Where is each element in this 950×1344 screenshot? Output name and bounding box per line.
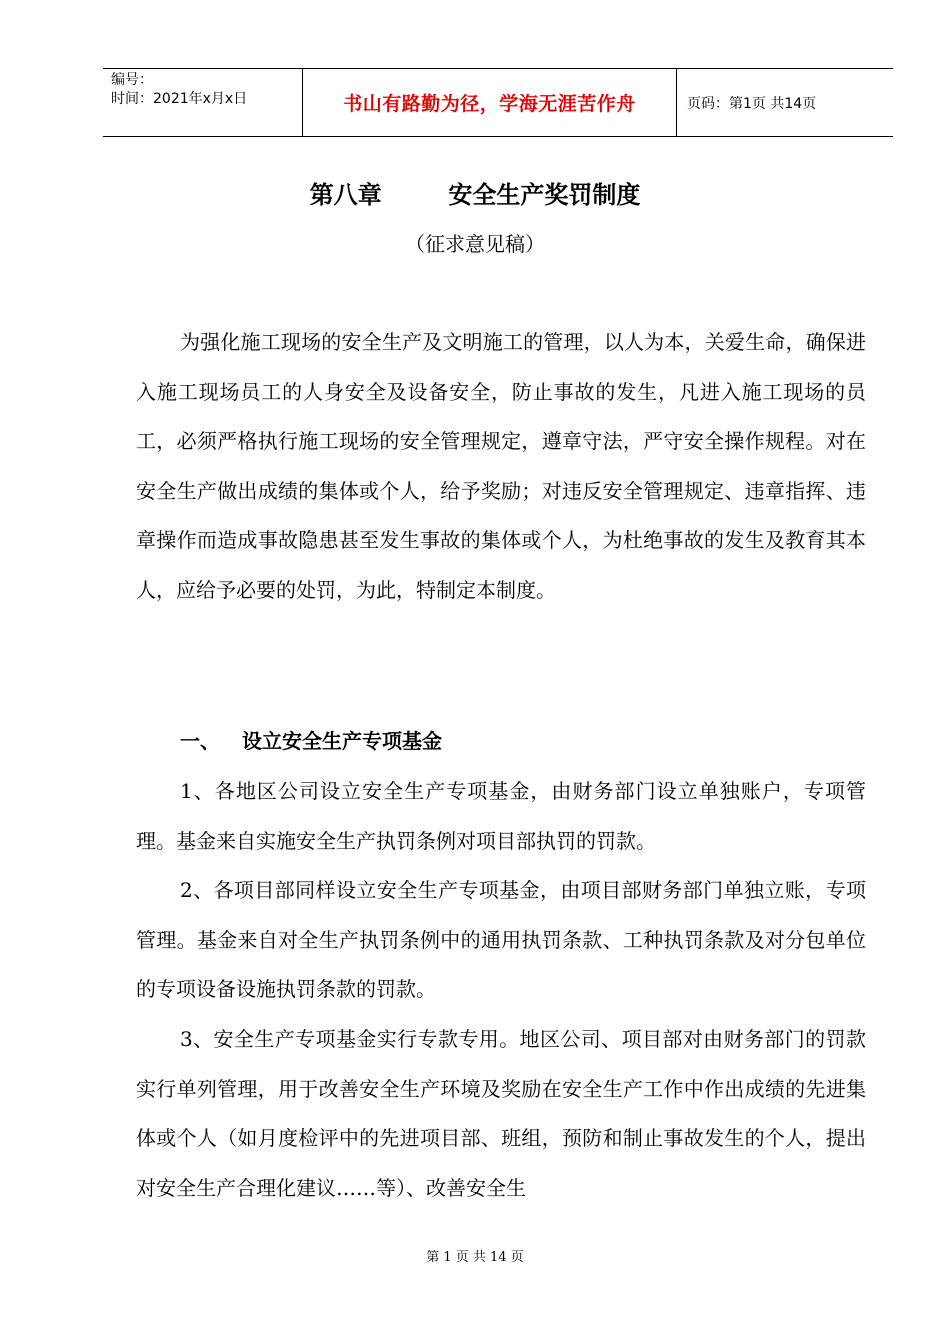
section-paragraph-2: 2、各项目部同样设立安全生产专项基金，由项目部财务部门单独立账，专项管理。基金来自对全生产执罚条例中的通用执罚条款、工种执罚条款及对分包单位的专项设备设施执罚条款的罚款。 — [136, 878, 866, 1001]
section-paragraph-3: 3、安全生产专项基金实行专款专用。地区公司、项目部对由财务部门的罚款实行单列管理，用于改善安全生产环境及奖励在安全生产工作中作出成绩的先进集体或个人（如月度检评中的先进项目部、班组，预防和制止事故发生的个人，提出对安全生产合理化建议……等）、改善安全生 — [136, 1027, 866, 1200]
section-number: 一、 — [180, 729, 220, 753]
chapter-title: 第八章 安全生产奖罚制度 — [309, 181, 641, 209]
header-motto: 书山有路勤为径，学海无涯苦作舟 — [303, 69, 677, 136]
section-title: 设立安全生产专项基金 — [242, 729, 442, 753]
section-paragraph-1: 1、各地区公司设立安全生产专项基金，由财务部门设立单独账户，专项管理。基金来自实施安全生产执罚条例对项目部执罚的罚款。 — [136, 779, 866, 853]
section-heading — [180, 725, 442, 754]
number-label: 编号： — [111, 72, 153, 88]
chapter-subtitle: （征求意见稿） — [405, 232, 545, 256]
header-page-info: 页码：第1页 共14页 — [687, 95, 817, 112]
page-footer: 第 1 页 共 14 页 — [426, 1250, 524, 1265]
intro-paragraph: 为强化施工现场的安全生产及文明施工的管理，以人为本，关爱生命，确保进入施工现场员工的人身安全及设备安全，防止事故的发生，凡进入施工现场的员工，必须严格执行施工现场的安全管理规定，遵章守法，严守安全操作规程。对在安全生产做出成绩的集体或个人，给予奖励；对违反安全管理规定、违章指挥、违章操作而造成事故隐患甚至发生事故的集体或个人，为杜绝事故的发生及教育其本人，应给予必要的处罚，为此，特制定本制度。 — [136, 330, 866, 602]
time-label: 时间：2021年x月x日 — [111, 91, 248, 107]
document-header — [103, 68, 893, 137]
header-meta — [103, 69, 303, 136]
